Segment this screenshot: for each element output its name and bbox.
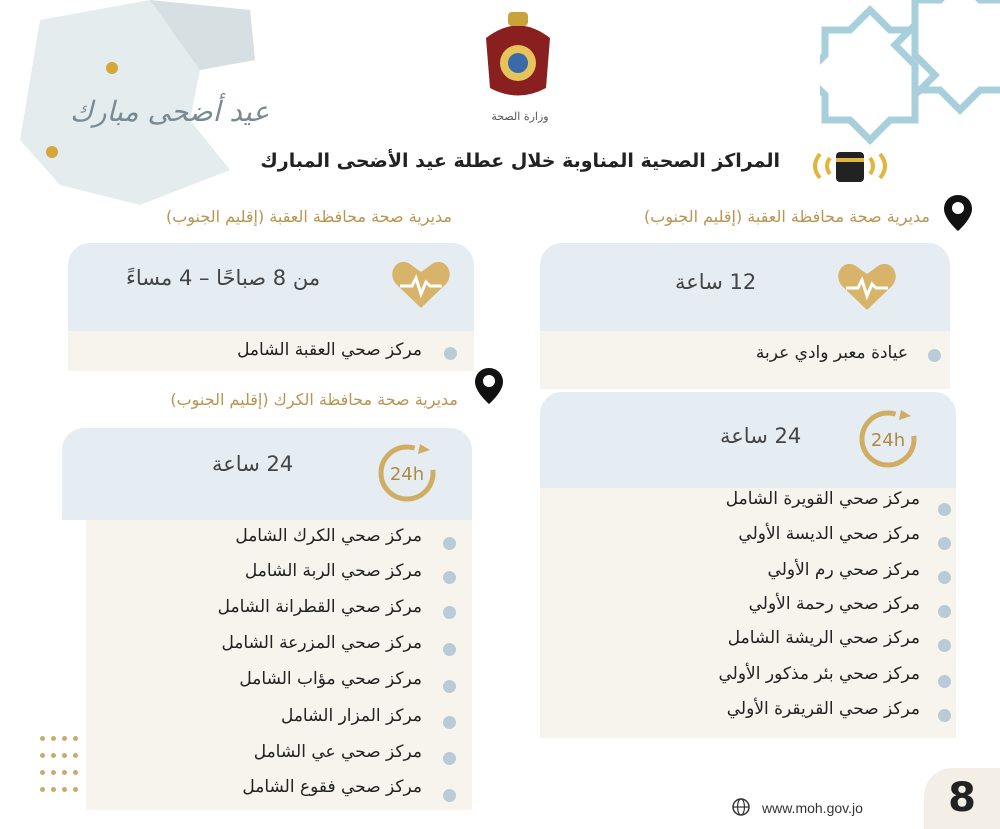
page-title: المراكز الصحية المناوبة خلال عطلة عيد الأضحى المبارك (260, 150, 780, 172)
bullet-dot (938, 639, 951, 652)
page-number: 8 (924, 768, 1000, 829)
heart-pulse-icon (390, 260, 452, 310)
list-item: مركز صحي الديسة الأولي (738, 524, 920, 544)
bullet-dot (938, 537, 951, 550)
list-item: مركز صحي بئر مذكور الأولي (718, 664, 920, 684)
bullet-dot (443, 571, 456, 584)
list-item: مركز صحي عي الشامل (253, 742, 422, 762)
hours-label-24h-karak: 24 ساعة (212, 452, 294, 476)
list-item: مركز صحي مؤاب الشامل (239, 669, 422, 689)
ministry-name: وزارة الصحة (491, 110, 549, 123)
bullet-dot (938, 605, 951, 618)
location-pin-icon (475, 368, 503, 404)
list-item: مركز صحي الريشة الشامل (727, 628, 920, 648)
clock-24h-icon (855, 406, 921, 472)
bullet-dot (938, 571, 951, 584)
bullet-dot (443, 789, 456, 802)
bullet-dot (443, 606, 456, 619)
list-item: مركز صحي رم الأولي (767, 560, 920, 580)
bullet-dot (444, 347, 457, 360)
location-pin-icon (106, 62, 118, 74)
list-item: مركز صحي فقوع الشامل (242, 777, 422, 797)
svg-text:24h: 24h (870, 430, 906, 451)
globe-icon (732, 798, 750, 816)
list-item: مركز صحي القويرة الشامل (725, 489, 920, 509)
left-directorate-label-karak: مديرية صحة محافظة الكرك (إقليم الجنوب) (170, 390, 458, 409)
bullet-dot (938, 675, 951, 688)
list-item: مركز صحي المزرعة الشامل (221, 633, 422, 653)
hours-label-8-4: من 8 صباحًا – 4 مساءً (126, 266, 321, 290)
bullet-dot (443, 752, 456, 765)
list-item: مركز صحي الكرك الشامل (235, 526, 422, 546)
list-item: عيادة معبر وادي عربة (755, 343, 908, 363)
list-item: مركز صحي الربة الشامل (244, 561, 422, 581)
right-directorate-label: مديرية صحة محافظة العقبة (إقليم الجنوب) (643, 207, 930, 226)
heart-pulse-icon (836, 262, 898, 312)
clock-24h-icon (374, 440, 440, 506)
jordan-coat-of-arms-icon (478, 8, 558, 104)
eid-greeting-calligraphy: عيد أضحى مبارك (70, 95, 270, 128)
svg-text:24h: 24h (389, 464, 425, 485)
list-item: مركز صحي رحمة الأولي (748, 594, 920, 614)
hours-label-12h: 12 ساعة (675, 270, 757, 294)
list-item: مركز المزار الشامل (280, 706, 422, 726)
hours-label-24h: 24 ساعة (720, 424, 802, 448)
bullet-dot (443, 716, 456, 729)
bullet-dot (443, 643, 456, 656)
location-pin-icon (944, 195, 972, 231)
bullet-dot (928, 349, 941, 362)
dot-grid-decoration (40, 736, 96, 804)
kaaba-icon (808, 146, 892, 186)
left-directorate-label-aqaba: مديرية صحة محافظة العقبة (إقليم الجنوب) (165, 207, 452, 226)
bullet-dot (443, 537, 456, 550)
bullet-dot (938, 503, 951, 516)
list-item: مركز صحي القطرانة الشامل (217, 597, 422, 617)
bullet-dot (443, 680, 456, 693)
list-item: مركز صحي العقبة الشامل (237, 340, 422, 360)
website-link[interactable]: www.moh.gov.jo (762, 800, 863, 816)
location-pin-icon (46, 146, 58, 158)
bullet-dot (938, 709, 951, 722)
geometric-star-pattern-icon (820, 0, 1000, 150)
list-item: مركز صحي القريقرة الأولي (726, 699, 920, 719)
